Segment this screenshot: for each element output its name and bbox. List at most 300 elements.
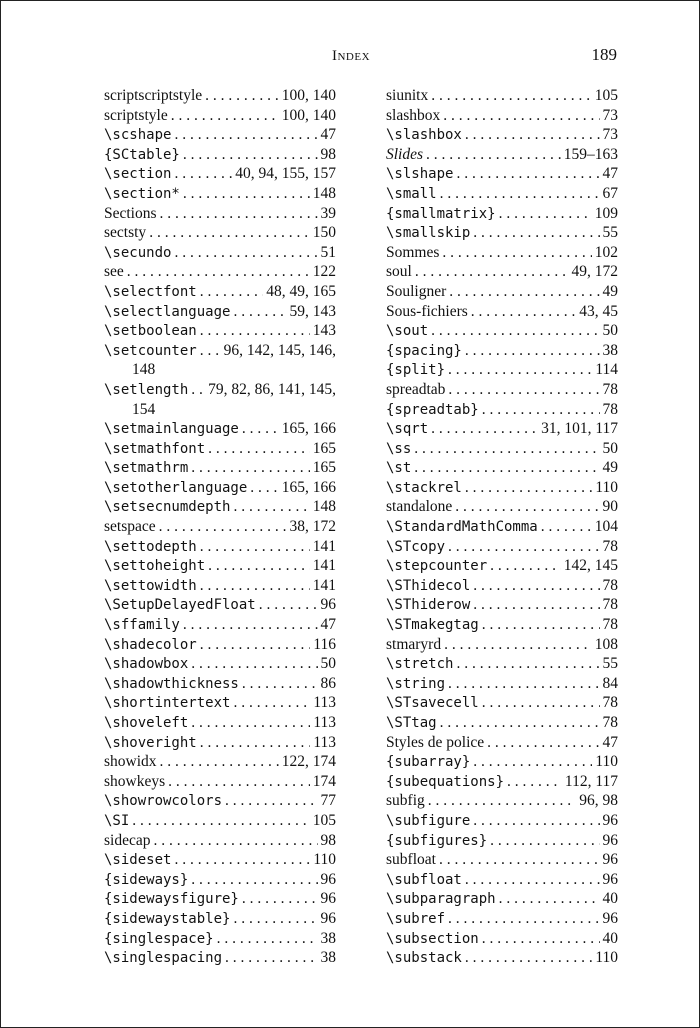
index-entry — [104, 772, 336, 792]
index-term: \subparagraph — [386, 891, 496, 908]
dot-leader — [200, 341, 221, 361]
index-entry — [386, 929, 618, 949]
index-entry — [386, 164, 618, 184]
index-term: {sidewaystable} — [104, 910, 231, 927]
index-pages: 73 — [602, 106, 618, 124]
dot-leader — [482, 929, 600, 949]
index-entry — [386, 850, 618, 870]
dot-leader — [183, 145, 318, 165]
index-entry — [386, 262, 618, 282]
dot-leader — [490, 831, 599, 851]
index-entry — [386, 948, 618, 968]
index-entry — [386, 145, 618, 165]
index-pages: 113 — [313, 714, 336, 731]
dot-leader — [482, 400, 600, 420]
index-pages: 78 — [602, 400, 618, 418]
index-pages: 143 — [312, 322, 336, 340]
index-pages: 113 — [313, 694, 336, 712]
dot-leader — [242, 889, 318, 909]
dot-leader — [174, 125, 317, 145]
index-pages: 100, 140 — [281, 106, 336, 124]
index-entry — [386, 537, 618, 557]
index-pages: 78 — [602, 576, 618, 594]
index-pages: 148 — [312, 184, 336, 202]
index-pages: 142, 145 — [563, 557, 618, 575]
dot-leader — [473, 595, 599, 615]
index-term: Souligner — [386, 282, 447, 300]
index-pages: 112, 117 — [564, 772, 618, 790]
index-entry — [386, 772, 618, 792]
index-entry — [104, 243, 336, 263]
index-entry — [104, 164, 336, 184]
index-entry — [104, 125, 336, 145]
dot-leader — [482, 693, 600, 713]
index-term: \SetupDelayedFloat — [104, 597, 256, 614]
index-entry — [386, 517, 618, 537]
dot-leader — [208, 439, 310, 459]
dot-leader — [153, 831, 317, 851]
dot-leader — [250, 478, 278, 498]
index-pages: 105 — [594, 87, 618, 104]
index-entry — [104, 478, 336, 498]
index-term: \subfloat — [386, 871, 462, 888]
dot-leader — [442, 243, 591, 263]
index-pages: 159–163 — [563, 145, 618, 163]
index-entry — [386, 497, 618, 517]
dot-leader — [174, 243, 317, 263]
dot-leader — [448, 537, 599, 557]
index-entry — [104, 831, 336, 851]
index-pages: 78 — [602, 694, 618, 712]
index-entry — [386, 380, 618, 400]
index-entry — [104, 184, 336, 204]
index-term: \sout — [386, 323, 429, 340]
dot-leader — [473, 752, 592, 772]
dot-leader — [482, 615, 600, 635]
index-term: \substack — [386, 950, 462, 967]
index-pages: 73 — [602, 126, 618, 144]
index-entry — [104, 262, 336, 282]
index-entry — [386, 243, 618, 263]
dot-leader — [541, 517, 592, 537]
index-term: scriptstyle — [104, 106, 168, 124]
dot-leader — [171, 106, 279, 126]
index-term: \stackrel — [386, 479, 462, 496]
index-pages: 96 — [320, 890, 336, 908]
dot-leader — [200, 321, 310, 341]
index-pages: 38 — [602, 341, 618, 359]
index-term: \subfigure — [386, 812, 471, 829]
index-term: slashbox — [386, 106, 441, 124]
index-term: \stretch — [386, 656, 454, 673]
index-pages: 78 — [602, 380, 618, 398]
running-header-title: Index — [331, 48, 371, 64]
index-entry — [104, 223, 336, 243]
index-term: \setboolean — [104, 323, 197, 340]
index-term: \setmainlanguage — [104, 421, 239, 438]
index-entry — [104, 106, 336, 126]
dot-leader — [200, 576, 310, 596]
index-pages: 96 — [602, 909, 618, 927]
index-pages: 110 — [595, 478, 618, 496]
index-term: \slashbox — [386, 127, 462, 144]
dot-leader — [200, 635, 311, 655]
index-pages: 38 — [320, 929, 336, 947]
dot-leader — [183, 615, 318, 635]
index-term: {split} — [386, 362, 446, 379]
dot-leader — [191, 654, 317, 674]
index-entry — [386, 341, 618, 361]
index-term: \stepcounter — [386, 558, 488, 575]
index-entry — [104, 733, 336, 753]
index-term: {singlespace} — [104, 930, 214, 947]
index-pages: 110 — [313, 851, 336, 869]
index-pages: 67 — [602, 184, 618, 202]
index-term: \sffamily — [104, 617, 180, 634]
index-entry — [386, 556, 618, 576]
index-pages: 96 — [602, 811, 618, 829]
index-term: \showrowcolors — [104, 793, 223, 810]
dot-leader — [428, 791, 577, 811]
index-entry — [104, 929, 336, 949]
index-entry — [386, 419, 618, 439]
index-pages: 39 — [320, 204, 336, 222]
index-pages: 141 — [312, 576, 336, 594]
dot-leader — [487, 733, 599, 753]
index-term: \STcopy — [386, 538, 446, 555]
index-pages: 96 — [320, 596, 336, 614]
index-term: \shadecolor — [104, 636, 197, 653]
index-pages: 79, 82, 86, 141, 145, — [208, 380, 336, 398]
index-pages: 141 — [312, 557, 336, 575]
dot-leader — [439, 850, 600, 870]
index-pages: 50 — [602, 439, 618, 457]
dot-leader — [208, 556, 310, 576]
index-term: showkeys — [104, 772, 166, 790]
index-entry — [386, 831, 618, 851]
index-entry — [104, 889, 336, 909]
dot-leader — [191, 870, 317, 890]
dot-leader — [431, 419, 538, 439]
index-term: \shadowthickness — [104, 675, 239, 692]
index-entry — [386, 615, 618, 635]
dot-leader — [473, 223, 599, 243]
index-pages: 98 — [320, 831, 336, 849]
index-term: \STtag — [386, 715, 437, 731]
index-pages: 40, 94, 155, 157 — [235, 165, 336, 183]
index-term: \selectfont — [104, 283, 197, 300]
index-term: subfig — [386, 792, 425, 810]
index-entry — [104, 909, 336, 929]
index-term: \string — [386, 675, 446, 692]
page-number: 189 — [591, 45, 617, 64]
index-term: {sideways} — [104, 871, 189, 888]
dot-leader — [217, 929, 318, 949]
index-term: stmaryrd — [386, 635, 442, 653]
index-pages: 96, 142, 145, 146, — [223, 341, 336, 359]
index-term: {subfigures} — [386, 832, 488, 849]
dot-leader — [242, 674, 318, 694]
dot-leader — [233, 302, 286, 322]
index-entry — [104, 86, 336, 106]
dot-leader — [159, 517, 287, 537]
index-pages: 47 — [320, 126, 336, 144]
index-entry — [386, 86, 618, 106]
index-pages: 105 — [312, 811, 336, 829]
index-pages-continuation: 148 — [132, 361, 156, 379]
dot-leader — [149, 223, 310, 243]
index-term: \shoveleft — [104, 715, 189, 731]
dot-leader — [168, 772, 310, 792]
index-pages: 96 — [602, 831, 618, 849]
index-entry — [104, 948, 336, 968]
dot-leader — [191, 713, 310, 733]
dot-leader — [448, 674, 599, 694]
index-term: {subarray} — [386, 754, 471, 771]
index-term: spreadtab — [386, 380, 446, 398]
index-entry — [104, 321, 336, 341]
index-term: setspace — [104, 518, 156, 536]
index-entry — [104, 497, 336, 517]
index-pages: 96 — [602, 851, 618, 869]
index-term: \setmathfont — [104, 440, 206, 457]
index-term: \shortintertext — [104, 695, 231, 712]
index-pages: 40 — [602, 929, 618, 947]
index-pages: 110 — [595, 753, 618, 771]
dot-leader — [440, 184, 600, 204]
index-pages: 78 — [602, 537, 618, 555]
index-pages: 141 — [312, 537, 336, 555]
index-pages: 40 — [602, 890, 618, 908]
index-pages: 96, 98 — [579, 792, 618, 810]
dot-leader — [233, 497, 309, 517]
index-term: \settoheight — [104, 558, 206, 575]
dot-leader — [456, 164, 599, 184]
index-entry — [386, 811, 618, 831]
index-entry — [386, 752, 618, 772]
index-pages: 165 — [312, 459, 336, 477]
index-pages: 47 — [602, 733, 618, 751]
dot-leader — [233, 693, 310, 713]
dot-leader — [414, 439, 599, 459]
index-term: \setcounter — [104, 342, 197, 359]
index-entry — [386, 635, 618, 655]
index-pages: 165, 166 — [281, 478, 336, 496]
index-term: \section — [104, 166, 172, 183]
index-entry — [104, 791, 336, 811]
index-term: \settodepth — [104, 538, 197, 555]
index-term: {SCtable} — [104, 146, 180, 163]
index-entry — [104, 595, 336, 615]
index-term: \sideset — [104, 852, 172, 869]
index-pages: 98 — [320, 145, 336, 163]
index-entry — [386, 713, 618, 733]
index-term: subfloat — [386, 851, 436, 869]
dot-leader — [426, 145, 561, 165]
dot-leader — [473, 811, 599, 831]
index-term: soul — [386, 263, 412, 281]
index-pages: 114 — [595, 361, 618, 379]
index-term: Slides — [386, 145, 424, 163]
index-column-left — [104, 86, 336, 968]
dot-leader — [507, 772, 562, 792]
index-pages: 165 — [312, 439, 336, 457]
dot-leader — [127, 262, 310, 282]
dot-leader — [174, 164, 232, 184]
index-entry — [386, 321, 618, 341]
index-entry — [104, 302, 336, 322]
index-entry — [104, 537, 336, 557]
index-pages: 43, 45 — [579, 302, 618, 320]
index-term: \setmathrm — [104, 460, 189, 477]
index-term: \StandardMathComma — [386, 519, 538, 536]
index-entry — [386, 909, 618, 929]
index-term: sectsty — [104, 224, 147, 242]
index-pages: 49 — [602, 459, 618, 477]
index-term: \section* — [104, 185, 180, 202]
index-term: \selectlanguage — [104, 303, 231, 320]
dot-leader — [160, 752, 279, 772]
index-term: \setsecnumdepth — [104, 499, 231, 516]
index-pages: 102 — [594, 243, 618, 261]
index-term: \SThidecol — [386, 577, 471, 594]
index-entry — [386, 674, 618, 694]
index-term: see — [104, 263, 124, 281]
index-entry — [104, 674, 336, 694]
index-term: Sections — [104, 204, 157, 222]
dot-leader — [259, 595, 318, 615]
index-term: \subref — [386, 910, 446, 927]
index-term: \ss — [386, 440, 412, 457]
index-pages: 31, 101, 117 — [541, 420, 618, 438]
dot-leader — [431, 321, 599, 341]
index-term: siunitx — [386, 87, 429, 104]
index-entry — [386, 360, 618, 380]
index-pages: 55 — [602, 655, 618, 673]
index-term: {subequations} — [386, 773, 505, 790]
index-entry — [386, 733, 618, 753]
dot-leader — [455, 497, 599, 517]
index-entry — [386, 204, 618, 224]
index-entry — [104, 145, 336, 165]
index-entry — [104, 282, 336, 302]
dot-leader — [191, 380, 205, 400]
index-pages: 109 — [594, 204, 618, 222]
index-entry — [104, 419, 336, 439]
index-pages: 50 — [320, 655, 336, 673]
index-pages: 113 — [313, 733, 336, 751]
dot-leader — [465, 948, 592, 968]
index-entry — [104, 811, 336, 831]
index-pages: 110 — [595, 949, 618, 967]
dot-leader — [448, 380, 599, 400]
index-pages: 38, 172 — [289, 518, 336, 536]
index-pages: 50 — [602, 322, 618, 340]
index-entry — [104, 615, 336, 635]
dot-leader — [473, 576, 599, 596]
index-entry — [104, 380, 336, 400]
index-entry — [104, 654, 336, 674]
index-pages: 51 — [320, 243, 336, 261]
dot-leader — [449, 282, 599, 302]
dot-leader — [490, 556, 561, 576]
dot-leader — [448, 909, 599, 929]
index-entry — [104, 693, 336, 713]
index-pages: 59, 143 — [289, 302, 336, 320]
index-entry — [386, 439, 618, 459]
dot-leader — [191, 458, 309, 478]
index-pages: 38 — [320, 949, 336, 967]
index-term: \small — [386, 185, 437, 202]
dot-leader — [200, 733, 311, 753]
index-pages: 108 — [594, 635, 618, 653]
index-term: Styles de police — [386, 733, 485, 751]
dot-leader — [205, 86, 279, 106]
index-pages: 174 — [312, 772, 336, 790]
index-entry — [104, 204, 336, 224]
index-entry — [386, 282, 618, 302]
index-term: Sommes — [386, 243, 440, 261]
index-pages: 96 — [320, 909, 336, 927]
dot-leader — [456, 654, 599, 674]
index-pages: 165, 166 — [281, 420, 336, 438]
index-term: \scshape — [104, 127, 172, 144]
index-term: sidecap — [104, 831, 151, 849]
dot-leader — [465, 478, 592, 498]
index-entry — [386, 791, 618, 811]
index-term: Sous-fichiers — [386, 302, 468, 320]
index-pages: 49, 172 — [571, 263, 618, 281]
index-pages: 86 — [320, 674, 336, 692]
index-term: standalone — [386, 498, 453, 516]
dot-leader — [242, 419, 279, 439]
index-pages: 77 — [320, 792, 336, 810]
index-entry — [386, 106, 618, 126]
index-entry — [104, 341, 336, 361]
index-term: {smallmatrix} — [386, 205, 496, 222]
index-entry — [104, 870, 336, 890]
index-pages: 84 — [602, 674, 618, 692]
index-term: {spacing} — [386, 342, 462, 359]
index-pages: 96 — [602, 870, 618, 888]
dot-leader — [465, 870, 600, 890]
dot-leader — [465, 125, 600, 145]
index-entry — [386, 693, 618, 713]
index-pages: 96 — [320, 870, 336, 888]
index-term: \SThiderow — [386, 597, 471, 614]
index-entry — [104, 556, 336, 576]
index-entry — [104, 439, 336, 459]
index-entry — [386, 458, 618, 478]
index-pages: 78 — [602, 714, 618, 731]
index-term: \secundo — [104, 244, 172, 261]
dot-leader — [225, 948, 317, 968]
dot-leader — [132, 811, 309, 831]
dot-leader — [160, 204, 318, 224]
index-entry — [386, 223, 618, 243]
index-term: \settowidth — [104, 577, 197, 594]
dot-leader — [499, 889, 600, 909]
dot-leader — [440, 713, 600, 733]
index-term: \setotherlanguage — [104, 479, 248, 496]
dot-leader — [174, 850, 310, 870]
index-entry — [104, 713, 336, 733]
dot-leader — [415, 262, 569, 282]
index-entry — [386, 400, 618, 420]
index-term: scriptscriptstyle — [104, 87, 203, 104]
index-column-right — [386, 86, 618, 968]
dot-leader — [183, 184, 310, 204]
